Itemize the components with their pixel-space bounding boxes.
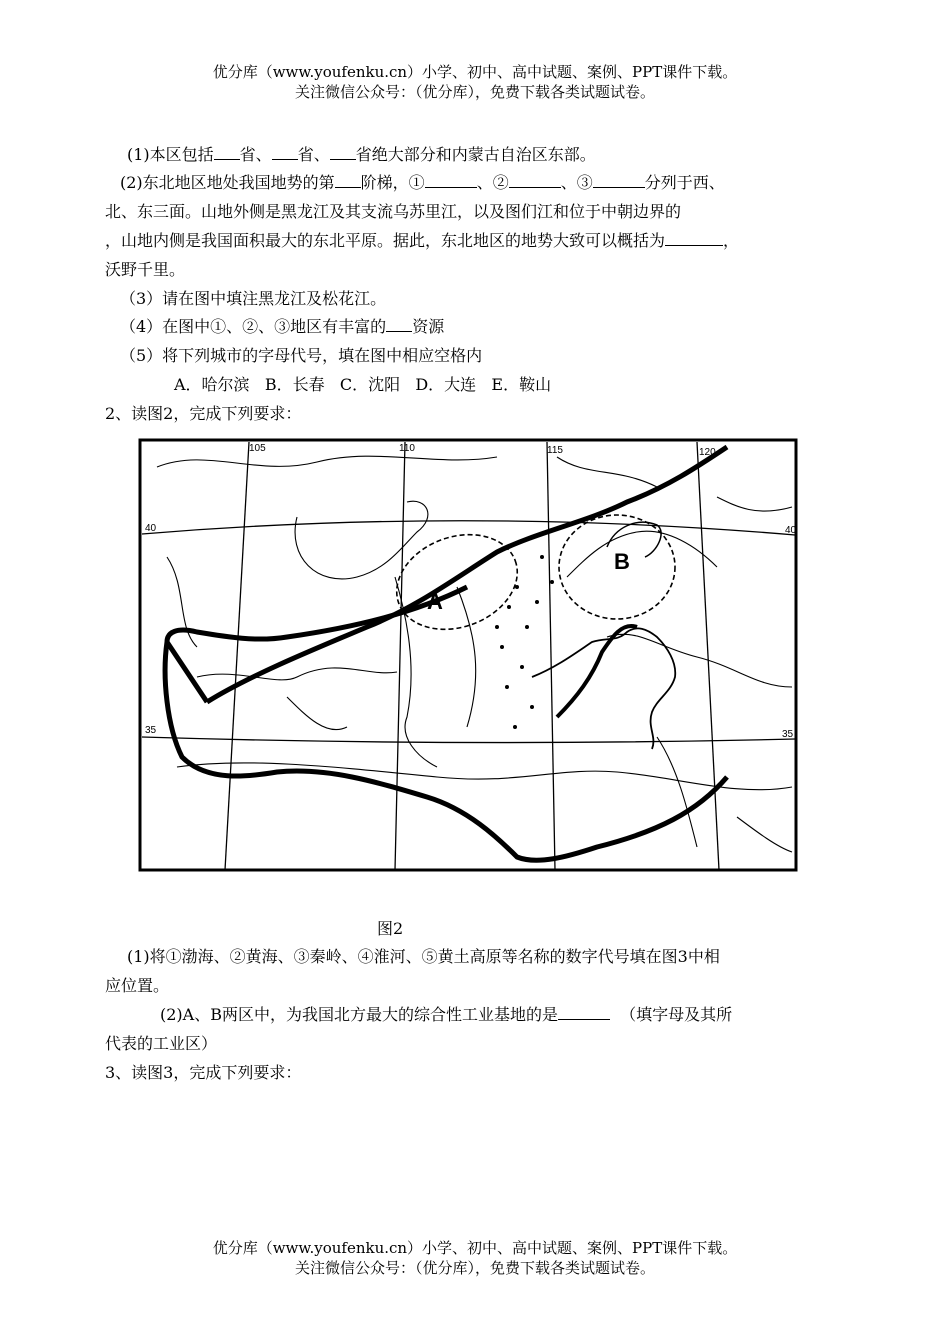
footer-line-2: 关注微信公众号：（优分库），免费下载各类试题试卷。 xyxy=(294,1259,655,1277)
lat-35-right-label: 35 xyxy=(782,729,794,740)
q1-part2: (2)东北地区地处我国地势的第 阶梯，① 、② 、③ 分列于西、 xyxy=(120,173,725,192)
region-a-label: A xyxy=(427,589,443,614)
mountain-texture xyxy=(495,555,554,729)
figure-2-caption: 图2 xyxy=(377,919,404,938)
map-rivers xyxy=(157,456,792,852)
q3-intro: 3、读图3，完成下列要求： xyxy=(105,1063,302,1082)
boundary-inner xyxy=(557,626,637,717)
header-line-2: 关注微信公众号：（优分库），免费下载各类试题试卷。 xyxy=(294,83,655,101)
lat-40-left-label: 40 xyxy=(145,523,157,534)
footer-line-1: 优分库（www.youfenku.cn）小学、初中、高中试题、案例、PPT课件下载。 xyxy=(212,1239,738,1257)
q1-part2-line2: 北、东三面。山地外侧是黑龙江及其支流乌苏里江，以及图们江和位于中朝边界的 xyxy=(105,202,682,221)
q2-part1-line2: 应位置。 xyxy=(105,976,170,995)
region-a-boundary xyxy=(383,519,530,646)
q1-part5: （5）将下列城市的字母代号，填在图中相应空格内 xyxy=(120,346,483,365)
q1-part1: (1)本区包括 省、 省、 省绝大部分和内蒙古自治区东部。 xyxy=(127,145,596,164)
boundary-south xyxy=(165,642,727,860)
lat-35-left-label: 35 xyxy=(145,725,157,736)
q1-part2-line4: 沃野千里。 xyxy=(105,260,186,279)
figure-2-map xyxy=(137,437,799,873)
q1-part4: （4）在图中①、②、③地区有丰富的 资源 xyxy=(120,317,445,336)
region-b-label: B xyxy=(614,549,630,574)
lon-115-label: 115 xyxy=(547,445,563,456)
header-line-1: 优分库（www.youfenku.cn）小学、初中、高中试题、案例、PPT课件下载。 xyxy=(212,63,738,81)
q2-part1: (1)将①渤海、②黄海、③秦岭、④淮河、⑤黄土高原等名称的数字代号填在图3中相 xyxy=(127,947,720,966)
q1-options: A．哈尔滨 B．长春 C．沈阳 D．大连 E．鞍山 xyxy=(174,375,552,394)
q2-part2-line2: 代表的工业区） xyxy=(105,1034,218,1053)
lon-105-label: 105 xyxy=(249,443,266,454)
q2-part2: (2)A、B两区中，为我国北方最大的综合性工业基地的是 （填字母及其所 xyxy=(160,1005,733,1024)
q2-intro: 2、读图2，完成下列要求： xyxy=(105,404,302,423)
lon-120-label: 120 xyxy=(699,447,716,458)
q1-part2-line3: ，山地内侧是我国面积最大的东北平原。据此，东北地区的地势大致可以概括为 ， xyxy=(105,231,740,250)
q1-part3: （3）请在图中填注黑龙江及松花江。 xyxy=(120,289,387,308)
boundary-north xyxy=(207,447,727,702)
boundary-west xyxy=(167,587,467,702)
lat-40-right-label: 40 xyxy=(785,525,797,536)
lon-110-label: 110 xyxy=(399,443,415,454)
